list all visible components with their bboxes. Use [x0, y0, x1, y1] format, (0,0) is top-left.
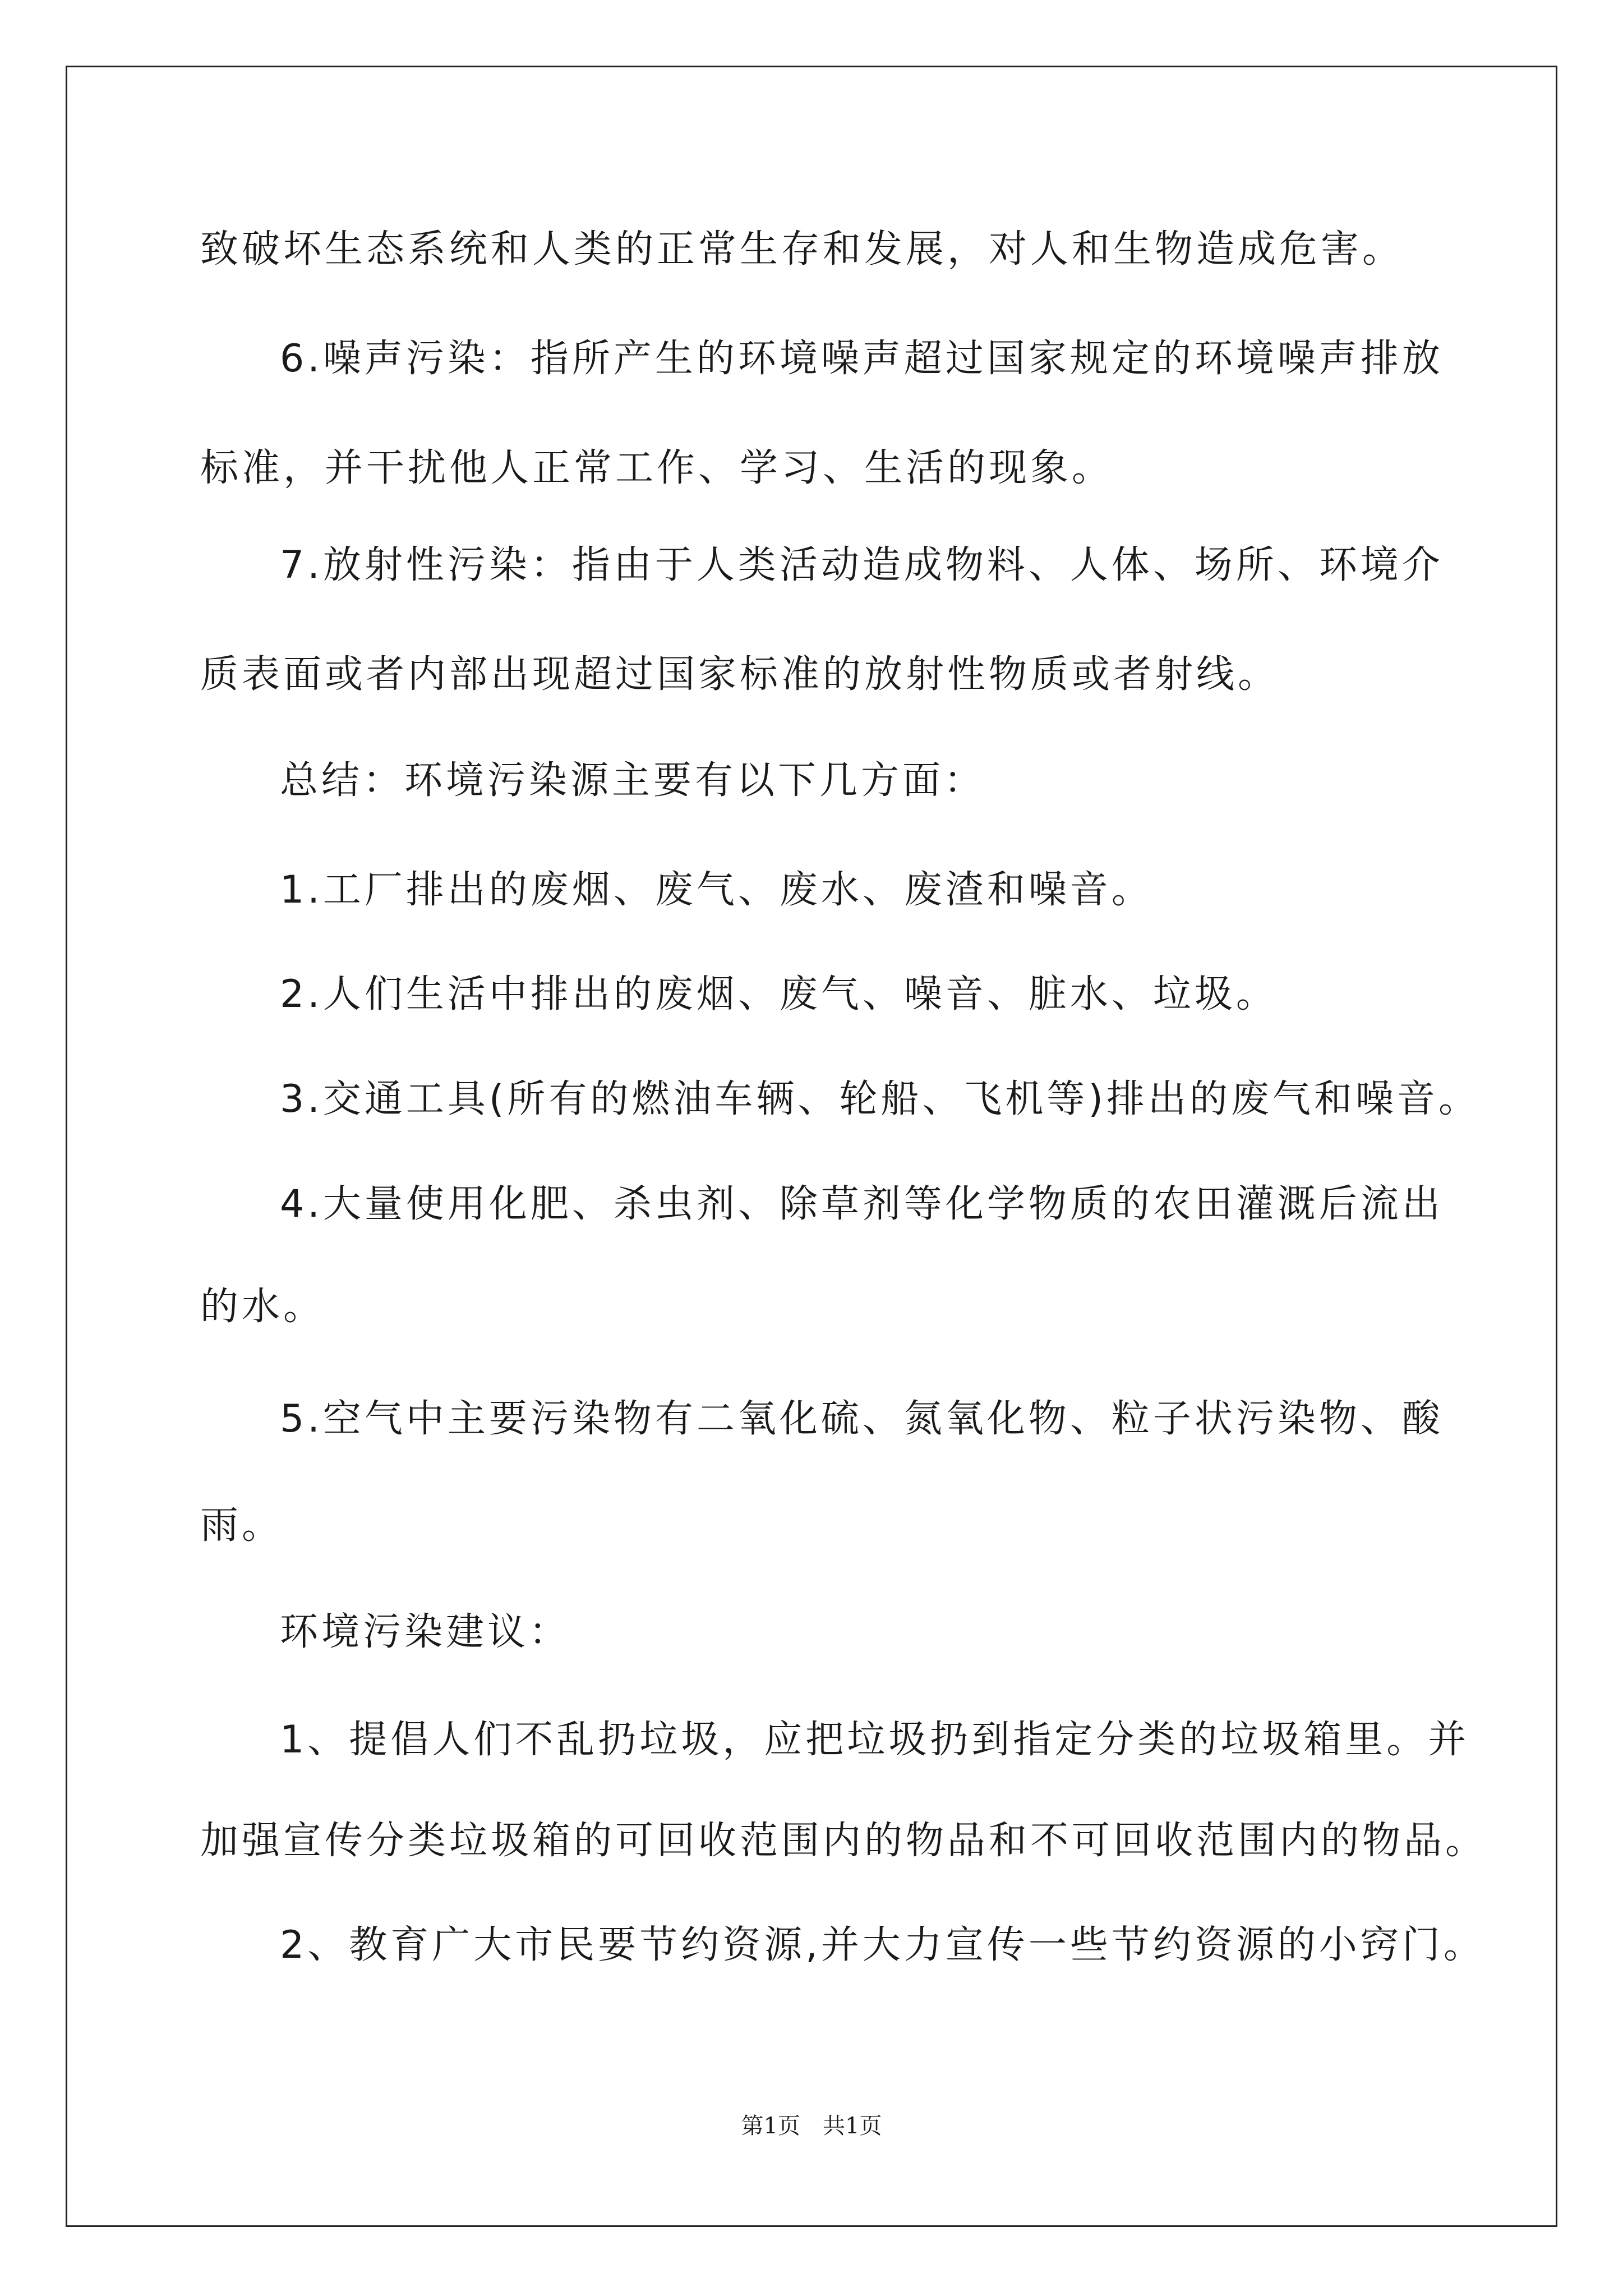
paragraph-line: 环境污染建议： — [280, 1610, 571, 1654]
paragraph-line: 4.大量使用化肥、杀虫剂、除草剂等化学物质的农田灌溉后流出 — [280, 1182, 1444, 1226]
paragraph-line: 1、提倡人们不乱扔垃圾，应把垃圾扔到指定分类的垃圾箱里。并 — [280, 1718, 1470, 1762]
paragraph-line: 5.空气中主要污染物有二氧化硫、氮氧化物、粒子状污染物、酸 — [280, 1397, 1444, 1441]
paragraph-line: 致破坏生态系统和人类的正常生存和发展，对人和生物造成危害。 — [200, 227, 1404, 272]
paragraph-line: 标准，并干扰他人正常工作、学习、生活的现象。 — [200, 446, 1114, 490]
paragraph-line: 2、教育广大市民要节约资源,并大力宣传一些节约资源的小窍门。 — [280, 1923, 1485, 1967]
paragraph-line: 的水。 — [200, 1285, 325, 1329]
paragraph-line: 质表面或者内部出现超过国家标准的放射性物质或者射线。 — [200, 652, 1280, 697]
paragraph-line: 6.噪声污染：指所产生的环境噪声超过国家规定的环境噪声排放 — [280, 337, 1444, 381]
paragraph-line: 1.工厂排出的废烟、废气、废水、废渣和噪音。 — [280, 868, 1153, 912]
paragraph-line: 雨。 — [200, 1503, 284, 1548]
page-frame — [66, 66, 1557, 2227]
paragraph-line: 加强宣传分类垃圾箱的可回收范围内的物品和不可回收范围内的物品。 — [200, 1819, 1487, 1863]
paragraph-line: 7.放射性污染：指由于人类活动造成物料、人体、场所、环境介 — [280, 543, 1444, 587]
paragraph-line: 总结：环境污染源主要有以下几方面： — [280, 758, 986, 803]
paragraph-line: 3.交通工具(所有的燃油车辆、轮船、飞机等)排出的废气和噪音。 — [280, 1077, 1480, 1121]
page-footer: 第1页 共1页 — [741, 2113, 882, 2139]
paragraph-line: 2.人们生活中排出的废烟、废气、噪音、脏水、垃圾。 — [280, 972, 1278, 1016]
